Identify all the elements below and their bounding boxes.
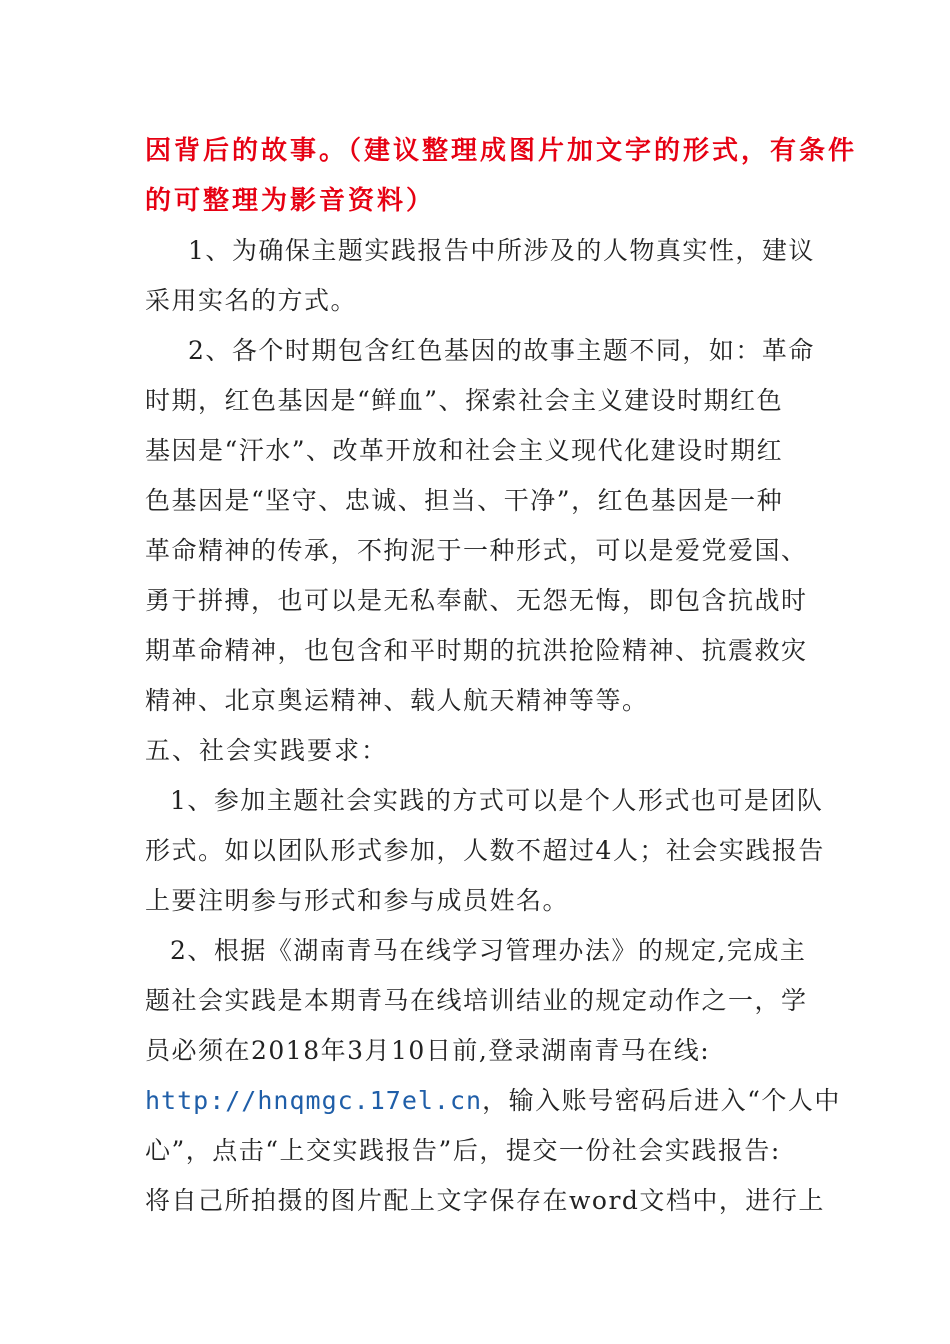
para2-line-8: 精神、北京奥运精神、载人航天精神等等。 (145, 686, 649, 715)
para2-line-5: 革命精神的传承，不拘泥于一种形式，可以是爱党爱国、 (145, 536, 808, 565)
para2-line-3: 基因是“汗水”、改革开放和社会主义现代化建设时期红 (145, 436, 784, 465)
para1-line-2: 采用实名的方式。 (145, 286, 358, 315)
req2-line-6: 将自己所拍摄的图片配上文字保存在word文档中，进行上 (145, 1186, 825, 1215)
req1-line-3: 上要注明参与形式和参与成员姓名。 (145, 886, 570, 915)
req1-line-2: 形式。如以团队形式参加，人数不超过4人；社会实践报告 (145, 836, 825, 865)
section-heading: 五、社会实践要求： (145, 736, 389, 765)
red-note-line-1: 因背后的故事。（建议整理成图片加文字的形式，有条件 (145, 136, 858, 166)
red-note-line-2: 的可整理为影音资料） (145, 186, 436, 216)
req2-line-2: 题社会实践是本期青马在线培训结业的规定动作之一，学 (145, 986, 808, 1015)
req1-line-1: 1、参加主题社会实践的方式可以是个人形式也可是团队 (170, 786, 824, 815)
req2-line-3: 员必须在2018年3月10日前,登录湖南青马在线: (145, 1036, 711, 1065)
para2-line-2: 时期，红色基因是“鲜血”、探索社会主义建设时期红色 (145, 386, 784, 415)
para1-line-1: 1、为确保主题实践报告中所涉及的人物真实性，建议 (188, 236, 815, 265)
para2-line-6: 勇于拼搏，也可以是无私奉献、无怨无悔，即包含抗战时 (145, 586, 808, 615)
platform-link[interactable]: http://hnqmgc.17el.cn (145, 1086, 483, 1115)
req2-line-4-tail: ，输入账号密码后进入“个人中 (482, 1086, 841, 1115)
para2-line-1: 2、各个时期包含红色基因的故事主题不同，如：革命 (188, 336, 815, 365)
req2-line-5: 心”，点击“上交实践报告”后，提交一份社会实践报告: (145, 1136, 781, 1165)
req2-line-1: 2、根据《湖南青马在线学习管理办法》的规定,完成主 (170, 936, 807, 965)
para2-line-7: 期革命精神，也包含和平时期的抗洪抢险精神、抗震救灾 (145, 636, 808, 665)
req2-line-4 (145, 1084, 841, 1118)
para2-line-4: 色基因是“坚守、忠诚、担当、干净”，红色基因是一种 (145, 486, 784, 515)
